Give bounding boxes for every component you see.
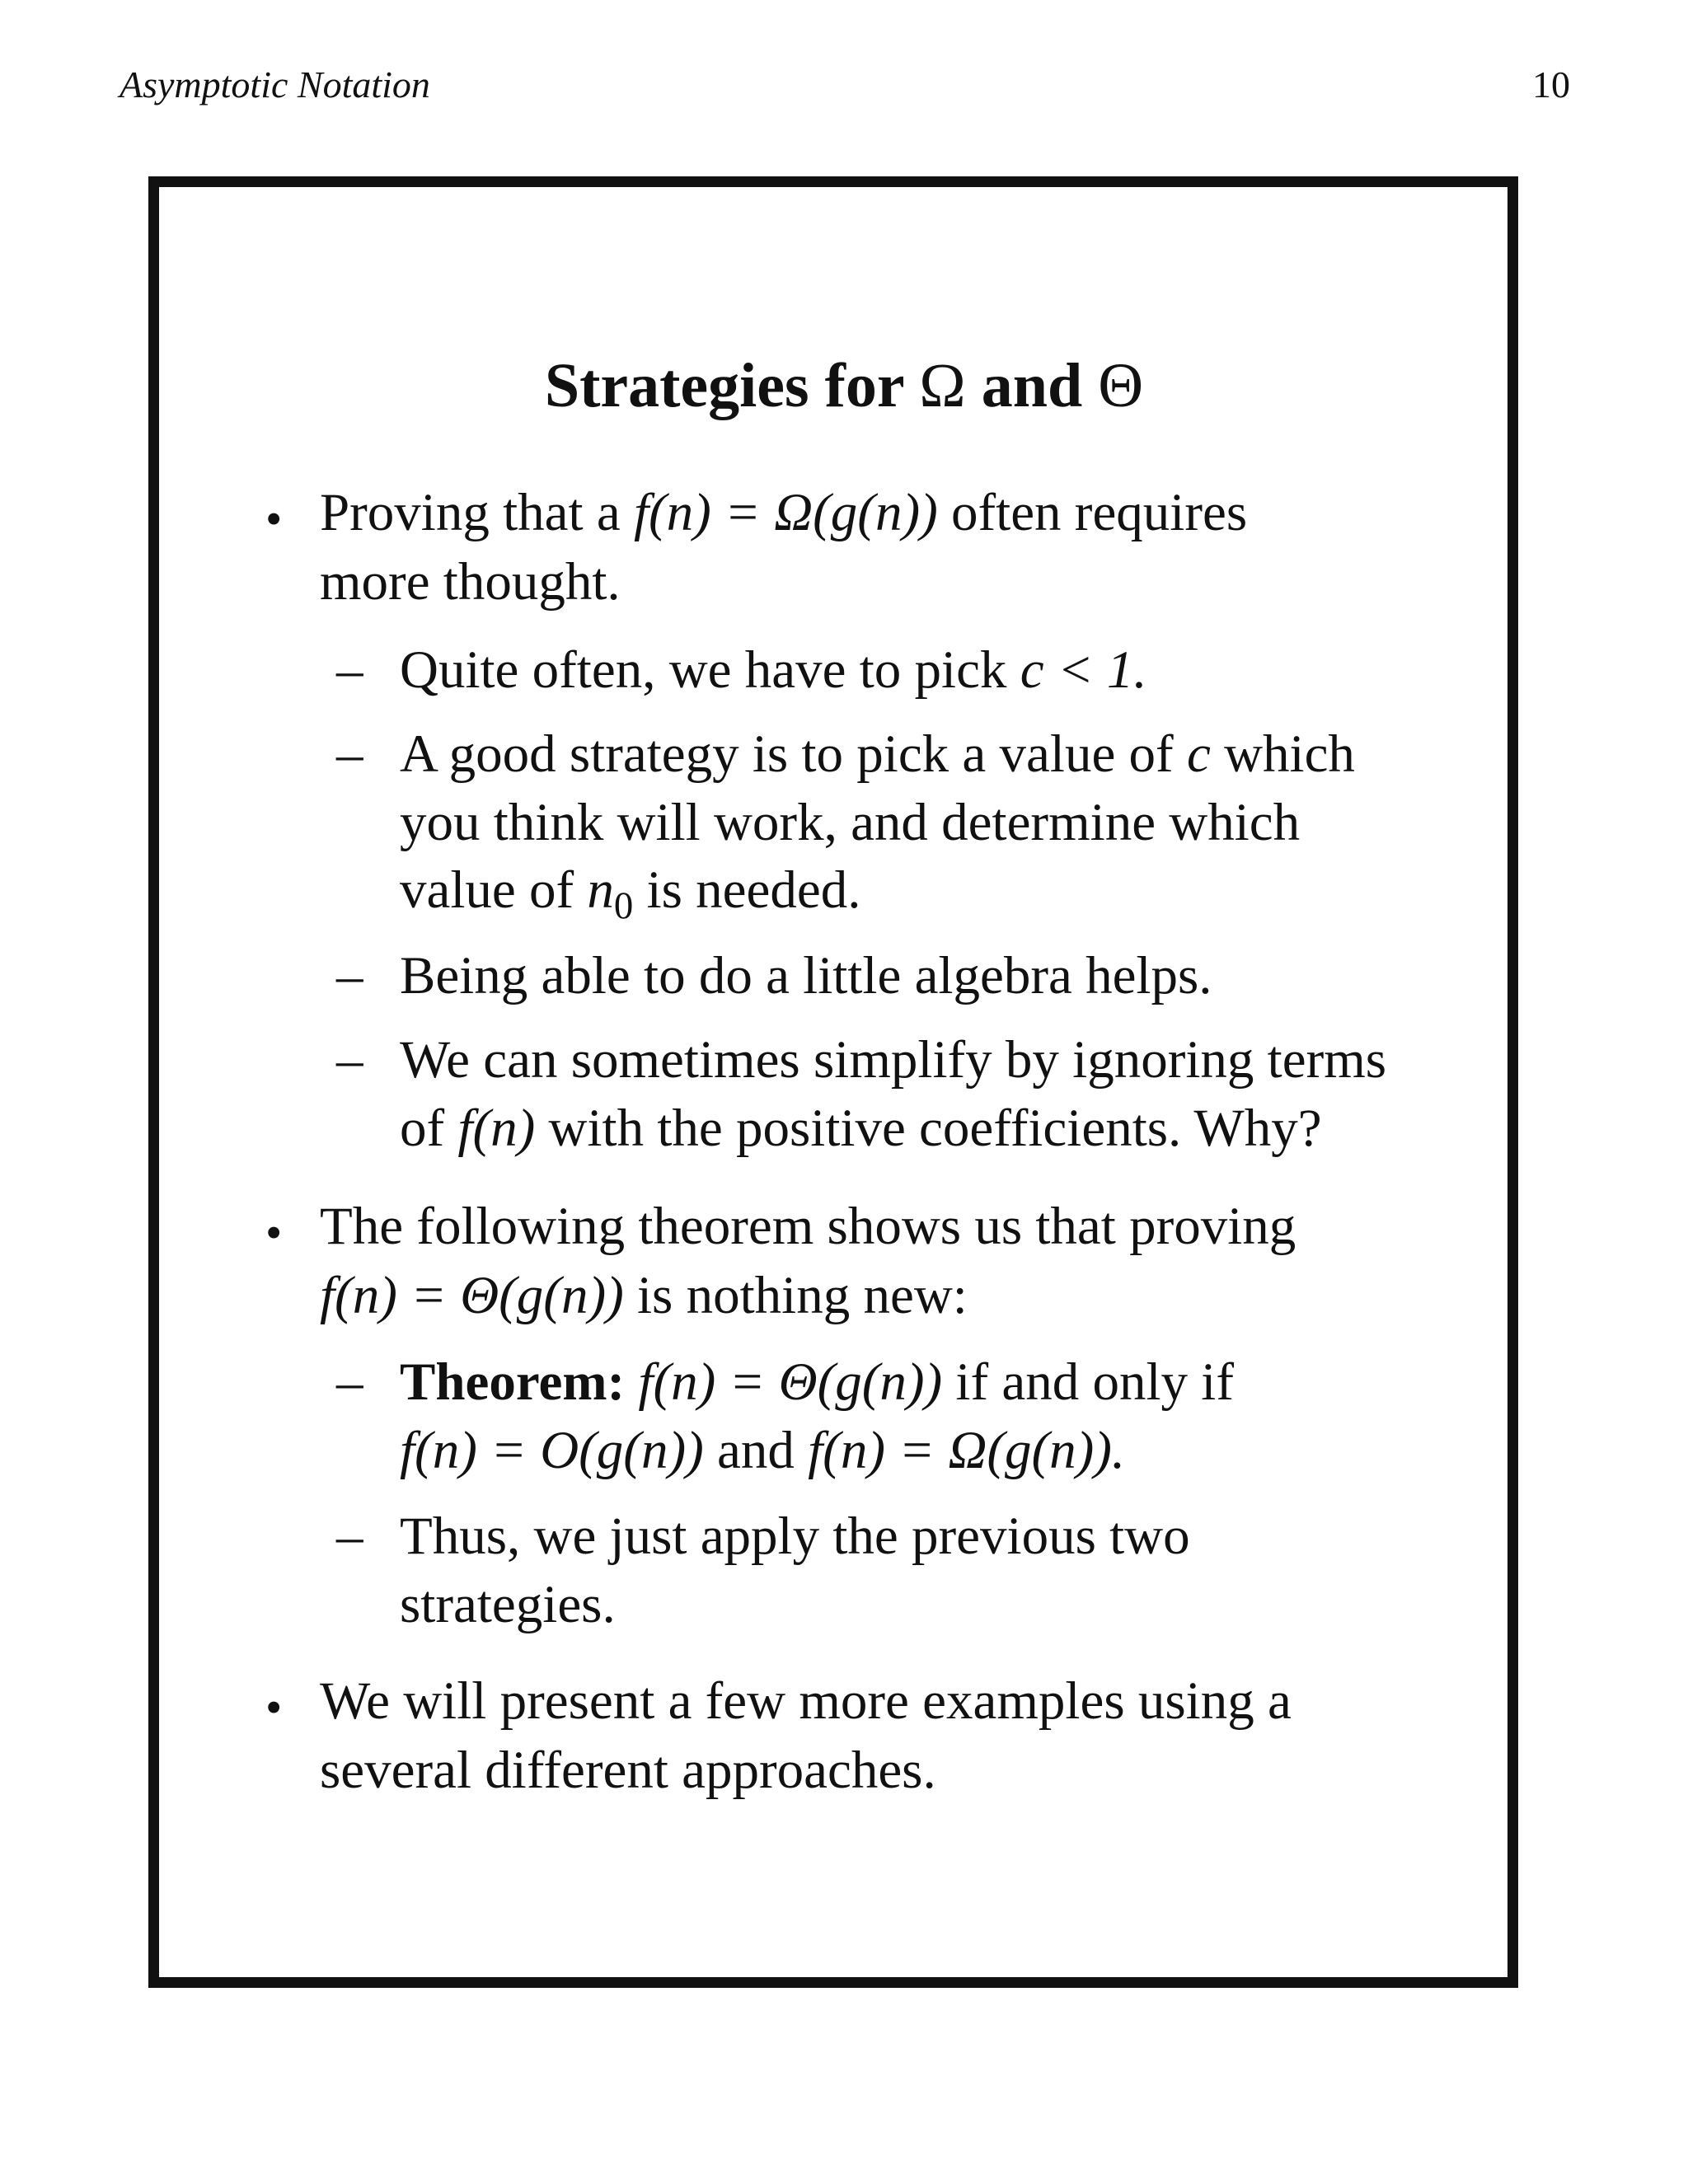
theorem-math1: f(n) = Θ(g(n))	[638, 1352, 943, 1412]
sub2-suffix: which	[1210, 724, 1355, 784]
dash: –	[336, 1352, 363, 1412]
dash: –	[336, 1030, 363, 1090]
dash: –	[336, 1507, 363, 1566]
sub2-text: A good strategy is to pick a value of	[400, 724, 1187, 784]
bullet-dot: •	[265, 492, 283, 546]
sub2-subscript: 0	[613, 884, 634, 928]
thus-line2: strategies.	[400, 1575, 616, 1634]
bullet2-suffix: is nothing new:	[623, 1266, 968, 1325]
bullet2-line2	[320, 1266, 968, 1325]
theorem-and: and	[703, 1421, 809, 1480]
sub2-var-n: n	[587, 860, 614, 920]
omega-symbol: Ω	[919, 351, 966, 420]
bullet1-line2: more thought.	[320, 552, 621, 612]
sub4-text: of	[400, 1099, 458, 1158]
bullet1-line1	[320, 483, 1248, 542]
sub1-math: c < 1.	[1020, 640, 1147, 700]
theta-symbol: Θ	[1098, 351, 1144, 420]
dash: –	[336, 946, 363, 1005]
sub4-line2	[400, 1099, 1322, 1158]
sub1	[400, 640, 1147, 700]
dash: –	[336, 724, 363, 784]
bullet1-suffix: often requires	[937, 483, 1248, 542]
sub4-line1: We can sometimes simplify by ignoring terms	[400, 1030, 1387, 1090]
sub3: Being able to do a little algebra helps.	[400, 946, 1212, 1005]
sub2-line3	[400, 860, 861, 928]
title-and: and	[965, 351, 1099, 420]
bullet3-line1: We will present a few more examples using a	[320, 1671, 1292, 1731]
thus-line1: Thus, we just apply the previous two	[400, 1507, 1190, 1566]
sub2-line2: you think will work, and determine which	[400, 793, 1301, 852]
bullet1-math: f(n) = Ω(g(n))	[633, 483, 938, 542]
sub4-math: f(n)	[457, 1099, 536, 1158]
theorem-label: Theorem:	[400, 1352, 626, 1412]
sub4-suffix: with the positive coefficients. Why?	[535, 1099, 1322, 1158]
bullet3-line2: several different approaches.	[320, 1741, 936, 1800]
dash: –	[336, 640, 363, 700]
slide-title	[0, 351, 1688, 420]
sub2-line1	[400, 724, 1355, 784]
theorem-text: if and only if	[942, 1352, 1234, 1412]
bullet2-line1: The following theorem shows us that proving	[320, 1197, 1296, 1256]
page-number: 10	[1532, 63, 1570, 105]
sub2-var-c: c	[1186, 724, 1211, 784]
running-title: Asymptotic Notation	[120, 63, 430, 105]
title-prefix: Strategies for	[544, 351, 920, 420]
sub2-line3-suffix: is needed.	[633, 860, 861, 920]
sub2-line3-text: value of	[400, 860, 588, 920]
theorem-math3: f(n) = Ω(g(n)).	[808, 1421, 1126, 1480]
bullet2-math: f(n) = Θ(g(n))	[320, 1266, 624, 1325]
theorem-line2	[400, 1421, 1126, 1480]
sub1-text: Quite often, we have to pick	[400, 640, 1020, 700]
theorem-line1	[400, 1352, 1234, 1412]
bullet-dot: •	[265, 1206, 283, 1259]
bullet1-text: Proving that a	[320, 483, 634, 542]
theorem-math2: f(n) = O(g(n))	[400, 1421, 704, 1480]
bullet-dot: •	[265, 1680, 283, 1734]
